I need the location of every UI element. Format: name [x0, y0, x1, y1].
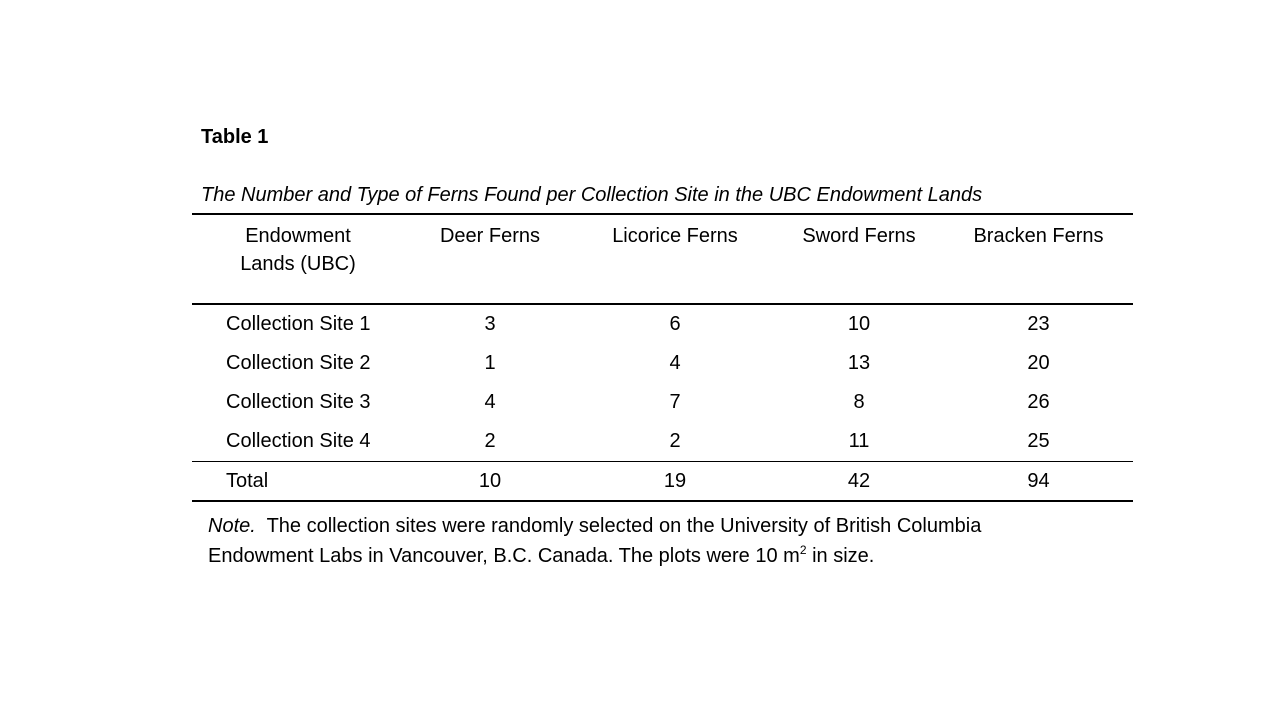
total-row: [192, 462, 1133, 502]
cell-licorice: 4: [669, 352, 681, 374]
cell-deer: 3: [484, 313, 496, 335]
table-row: [192, 383, 1133, 422]
cell-sword: 8: [853, 391, 865, 413]
note-line2-before: Endowment Labs in Vancouver, B.C. Canada. The plots were 10 m: [208, 545, 800, 567]
table-label: Table 1: [201, 126, 269, 148]
cell-bracken: 26: [1027, 391, 1050, 413]
table-row: [192, 422, 1133, 462]
header-deer-ferns: Deer Ferns: [404, 214, 576, 304]
row-label: Collection Site 4: [226, 430, 371, 452]
cell-licorice: 7: [669, 391, 681, 413]
cell-sword: 10: [847, 313, 871, 335]
total-sword: 42: [774, 462, 944, 502]
note-line1: The collection sites were randomly selected on the University of British Columbia: [266, 515, 982, 537]
row-label: Collection Site 3: [226, 391, 371, 413]
cell-deer: 2: [484, 430, 496, 452]
table-header: [192, 214, 1133, 304]
total-deer: 10: [404, 462, 576, 502]
total-label: Total: [192, 462, 404, 502]
cell-deer: 1: [484, 352, 496, 374]
total-bracken: 94: [944, 462, 1133, 502]
cell-deer: 4: [484, 391, 496, 413]
note-superscript: 2: [799, 543, 807, 557]
header-sword-ferns: Sword Ferns: [774, 214, 944, 304]
cell-bracken: 23: [1027, 313, 1050, 335]
fern-table: [192, 213, 1133, 502]
cell-sword: 13: [847, 352, 871, 374]
cell-licorice: 6: [669, 313, 681, 335]
fern-table-container: [192, 213, 1133, 502]
note-prefix: Note.: [208, 515, 256, 537]
header-bracken-ferns: Bracken Ferns: [944, 214, 1133, 304]
cell-sword: 11: [848, 430, 870, 452]
row-label: Collection Site 2: [226, 352, 371, 374]
table-row: [192, 344, 1133, 383]
note-line2-after: in size.: [806, 545, 875, 567]
table-row: [192, 304, 1133, 344]
cell-bracken: 20: [1027, 352, 1050, 374]
cell-bracken: 25: [1027, 430, 1050, 452]
header-row: [192, 214, 1133, 304]
row-label: Collection Site 1: [226, 313, 371, 335]
table-title: The Number and Type of Ferns Found per Collection Site in the UBC Endowment Lands: [201, 184, 983, 206]
total-licorice: 19: [576, 462, 774, 502]
header-licorice-ferns: Licorice Ferns: [576, 214, 774, 304]
header-endowment-line1: Endowment: [245, 225, 351, 247]
table-body: [192, 304, 1133, 501]
table-note: [208, 511, 1108, 571]
header-endowment-line2: Lands (UBC): [240, 253, 356, 275]
cell-licorice: 2: [669, 430, 681, 452]
header-endowment-lands: [192, 214, 404, 304]
